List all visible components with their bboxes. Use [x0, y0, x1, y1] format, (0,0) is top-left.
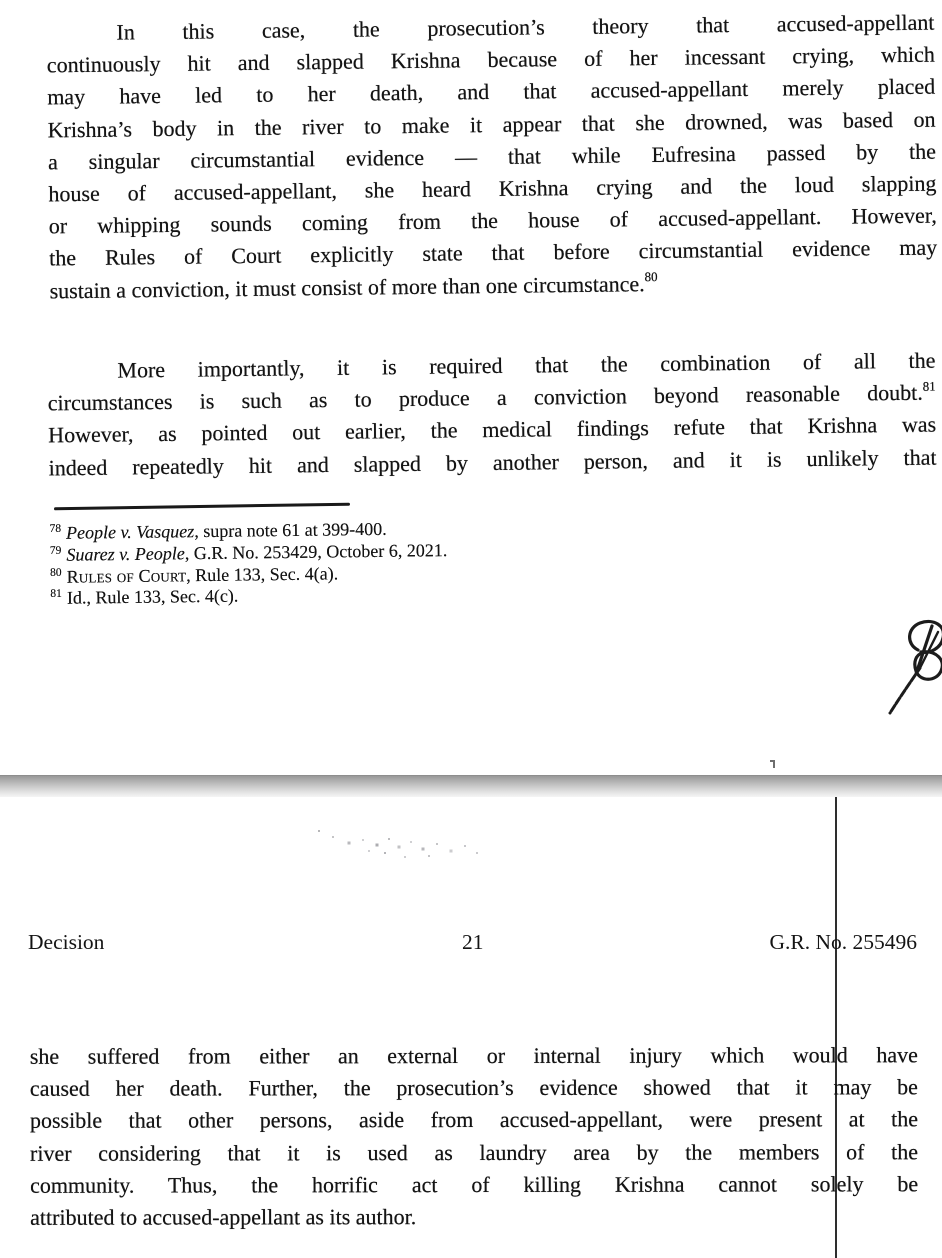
footnotes-block [49, 515, 690, 610]
body-line: continuously hit and slapped Krishna because of her incessant crying, which [46, 41, 935, 78]
scan-artifact [770, 760, 775, 768]
paragraph-2 [47, 345, 937, 485]
footnote-separator [54, 503, 350, 511]
footnote-text: , Rule 133, Sec. 4(a). [186, 562, 339, 585]
body-line: community. Thus, the horrific act of killing Krishna cannot solely be [30, 1171, 919, 1198]
paragraph-1 [46, 7, 937, 308]
body-line: In this case, the prosecution’s theory that accused-appellant [116, 9, 935, 45]
case-citation: Suarez v. People [66, 543, 185, 565]
body-line: possible that other persons, aside from accused-appellant, were present at the [29, 1106, 918, 1134]
body-line: the Rules of Court explicitly state that before circumstantial evidence may [49, 234, 938, 271]
bleedthrough-smudge [318, 830, 320, 832]
paragraph-3 [30, 1039, 918, 1234]
gr-number: G.R. No. 255496 [769, 930, 917, 954]
body-line: may have led to her death, and that accused-appellant merely placed [47, 73, 936, 110]
body-line: indeed repeatedly hit and slapped by another person, and it is unlikely that [48, 444, 937, 481]
page-header [0, 930, 942, 960]
body-line: river considering that it is used as laundry area by the members of the [30, 1138, 919, 1166]
page-number: 21 [462, 930, 484, 954]
body-line: attributed to accused-appellant as its author. [30, 1204, 417, 1230]
body-line: More importantly, it is required that the combination of all the [117, 347, 936, 383]
body-line-text: circumstances is such as to produce a conviction beyond reasonable doubt. [47, 379, 923, 416]
footnote-number: 78 [49, 522, 62, 535]
body-line: However, as pointed out earlier, the medical findings refute that Krishna was [48, 411, 937, 448]
pen-signature-icon [880, 616, 942, 728]
body-line: Krishna’s body in the river to make it appear that she drowned, was based on [47, 106, 936, 143]
page-separator-band [0, 775, 942, 797]
body-line: house of accused-appellant, she heard Krishna crying and the loud slapping [48, 170, 937, 207]
footnote-text: Id., Rule 133, Sec. 4(c). [66, 586, 239, 609]
body-line: or whipping sounds coming from the house of accused-appellant. However, [48, 202, 937, 239]
header-decision-label: Decision [28, 930, 105, 954]
footnote-number: 81 [50, 588, 62, 601]
footnote-ref-81: 81 [922, 378, 936, 394]
body-line-text: sustain a conviction, it must consist of more than one circumstance. [49, 270, 645, 304]
case-citation: People v. Vasquez [65, 521, 195, 543]
body-line: a singular circumstantial evidence — that while Eufresina passed by the [47, 138, 937, 175]
footnote-text: , supra note 61 at 399-400. [194, 518, 387, 542]
body-line: caused her death. Further, the prosecution’s evidence showed that it may be [29, 1074, 918, 1101]
footnote-number: 79 [49, 544, 62, 557]
rules-citation: Rules of Court [66, 564, 187, 587]
body-line: she suffered from either an external or internal injury which would have [29, 1042, 918, 1069]
footnote-text: , G.R. No. 253429, October 6, 2021. [184, 539, 448, 564]
footnote-number: 80 [50, 566, 62, 579]
footnote-ref-80: 80 [644, 269, 658, 285]
